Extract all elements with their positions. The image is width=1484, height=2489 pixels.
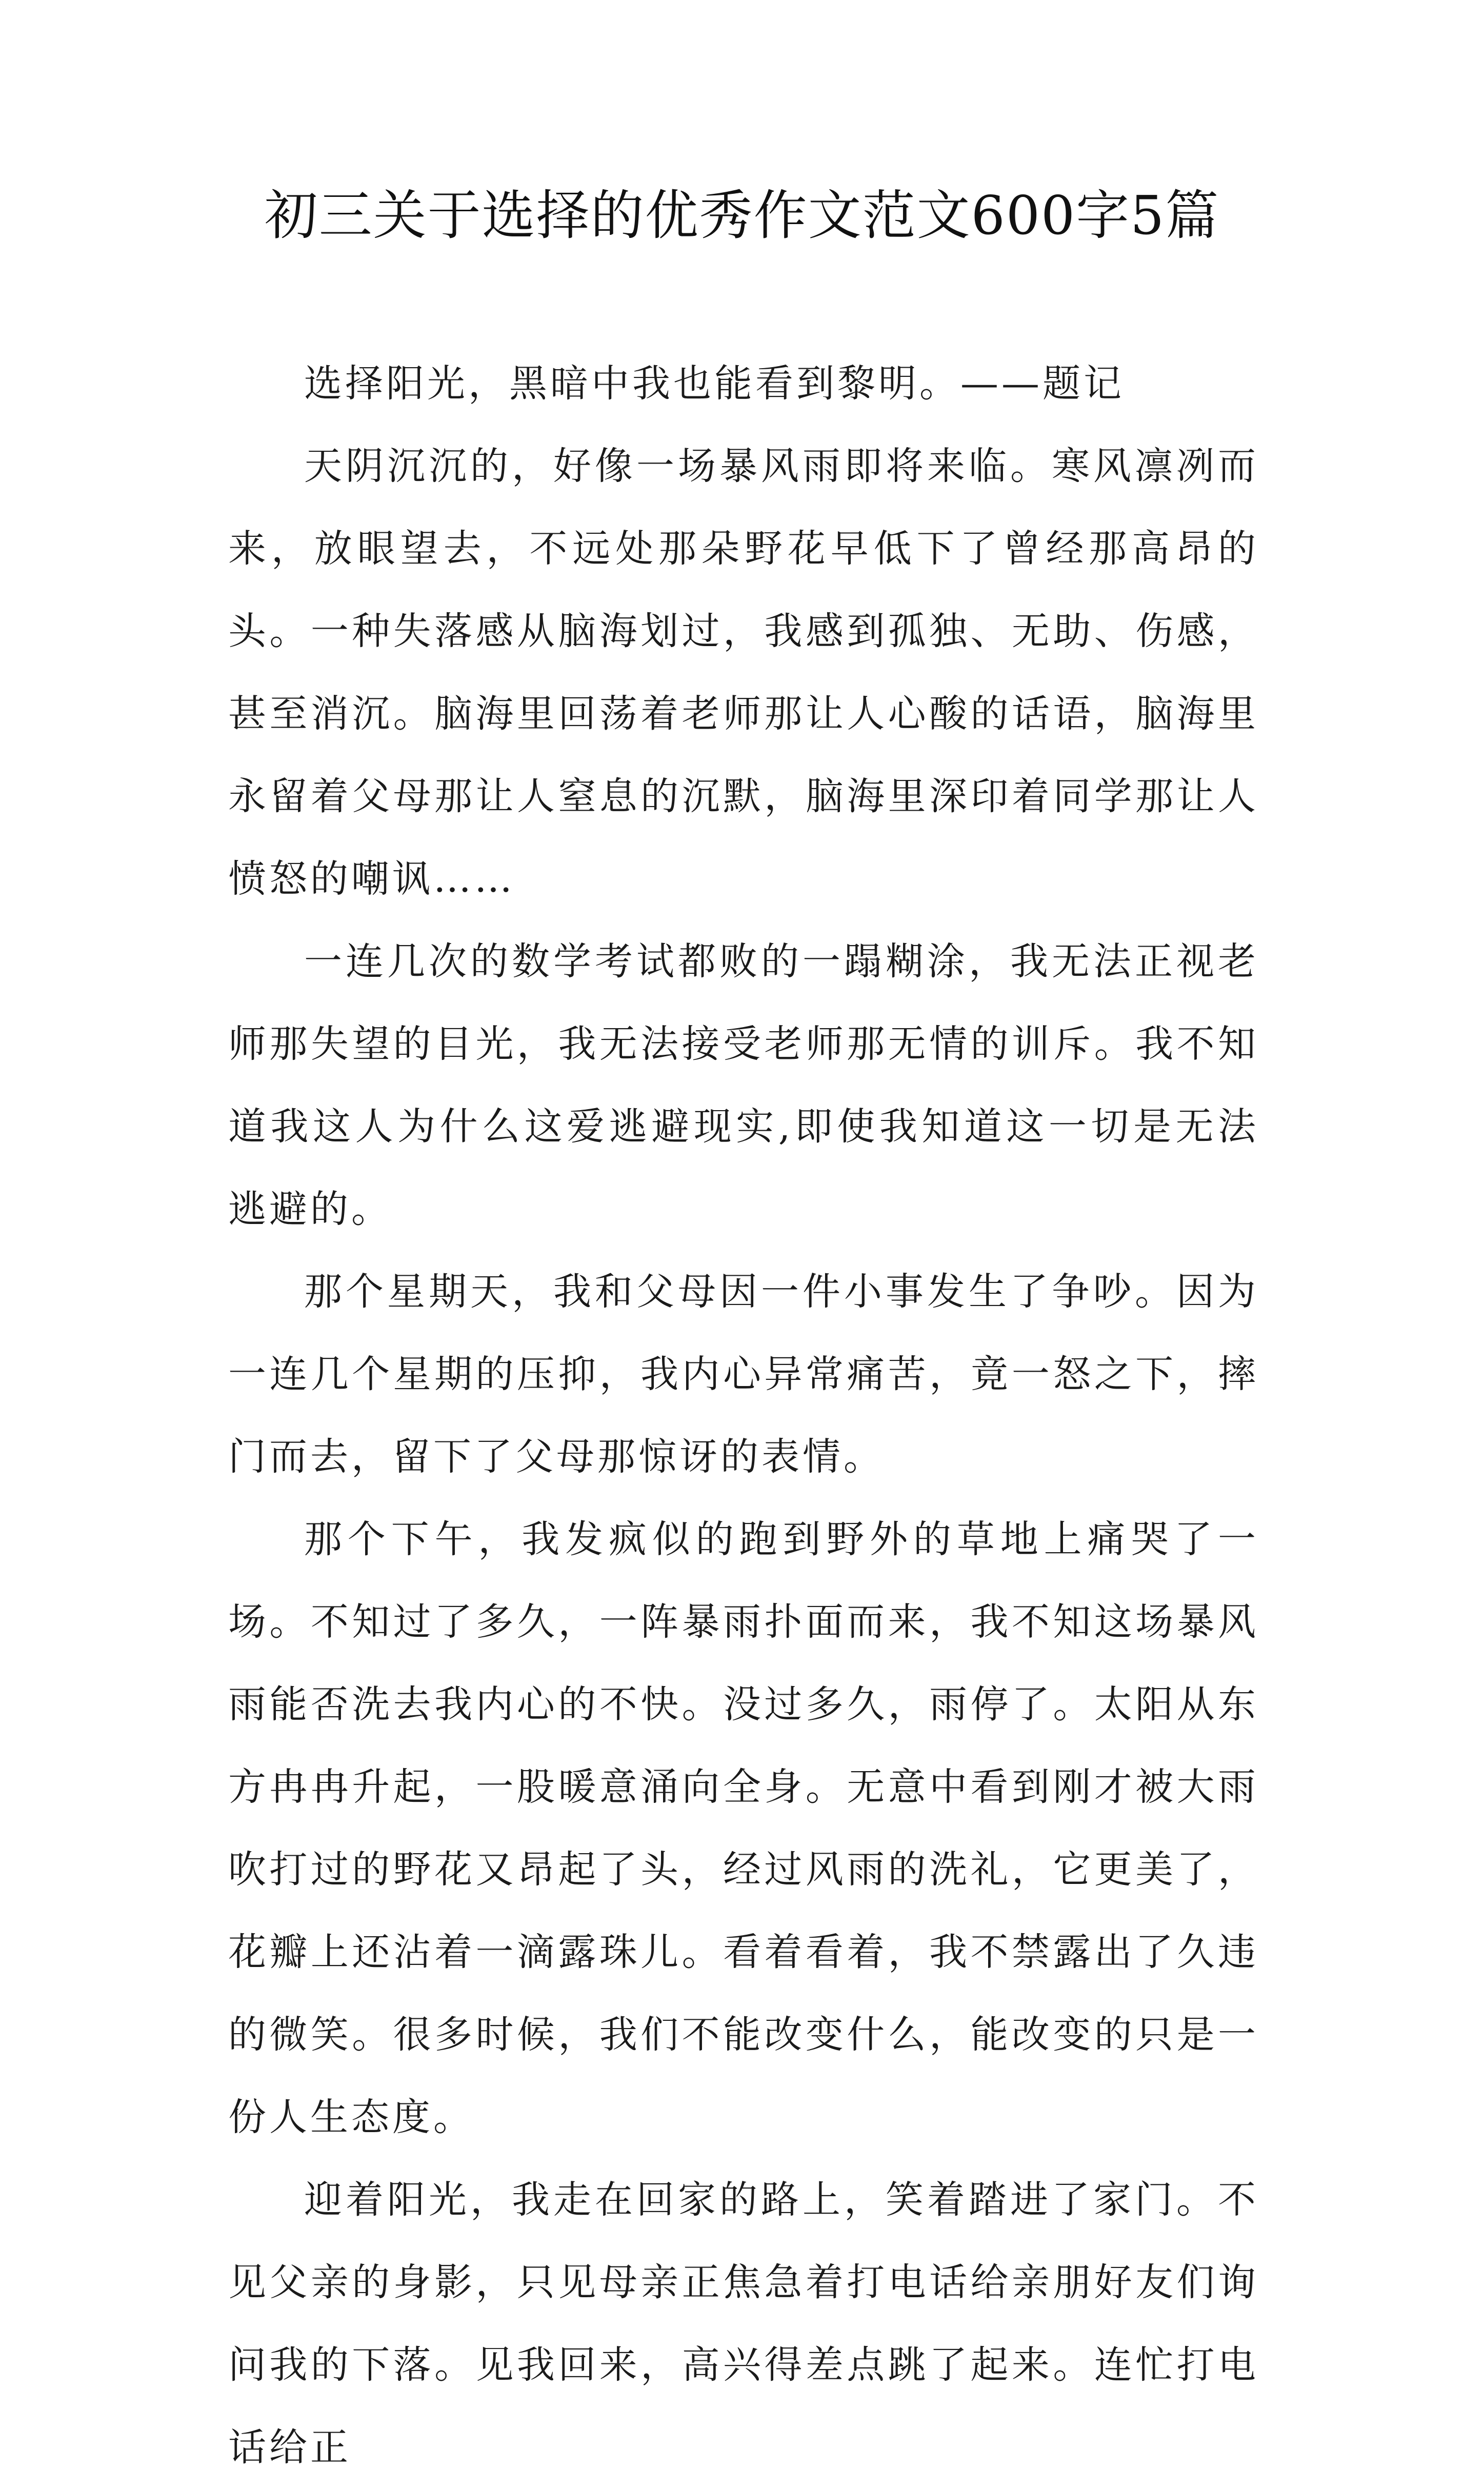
paragraph-epigraph: 选择阳光，黑暗中我也能看到黎明。——题记 [304, 362, 1125, 406]
document-title: 初三关于选择的优秀作文范文600字5篇 [264, 184, 1220, 247]
paragraph: 那个下午，我发疯似的跑到野外的草地上痛哭了一场。不知过了多久，一阵暴雨扑面而来，我不知这场暴风雨能否洗去我内心的不快。没过多久，雨停了。太阳从东方冉冉升起，一股暖意涌向全身。无意中看到刚才被大雨吹打过的野花又昂起了头，经过风雨的洗礼，它更美了，花瓣上还沾着一滴露珠儿。看着看着，我不禁露出了久违的微笑。很多时候，我们不能改变什么，能改变的只是一份人生态度。 [228, 1517, 1259, 2139]
paragraph: 迎着阳光，我走在回家的路上，笑着踏进了家门。不见父亲的身影，只见母亲正焦急着打电话给亲朋好友们询问我的下落。见我回来，高兴得差点跳了起来。连忙打电话给正 [228, 2178, 1259, 2470]
paragraph: 一连几次的数学考试都败的一蹋糊涂，我无法正视老师那失望的目光，我无法接受老师那无情的训斥。我不知道我这人为什么这爱逃避现实,即使我知道这一切是无法逃避的。 [228, 939, 1259, 1231]
paragraph: 那个星期天，我和父母因一件小事发生了争吵。因为一连几个星期的压抑，我内心异常痛苦，竟一怒之下，摔门而去，留下了父母那惊讶的表情。 [228, 1270, 1259, 1479]
paragraph: 天阴沉沉的，好像一场暴风雨即将来临。寒风凛冽而来，放眼望去，不远处那朵野花早低下了曾经那高昂的头。一种失落感从脑海划过，我感到孤独、无助、伤感，甚至消沉。脑海里回荡着老师那让人心酸的话语，脑海里永留着父母那让人窒息的沉默，脑海里深印着同学那让人愤怒的嘲讽…… [228, 444, 1259, 901]
document-body [228, 343, 1259, 2489]
